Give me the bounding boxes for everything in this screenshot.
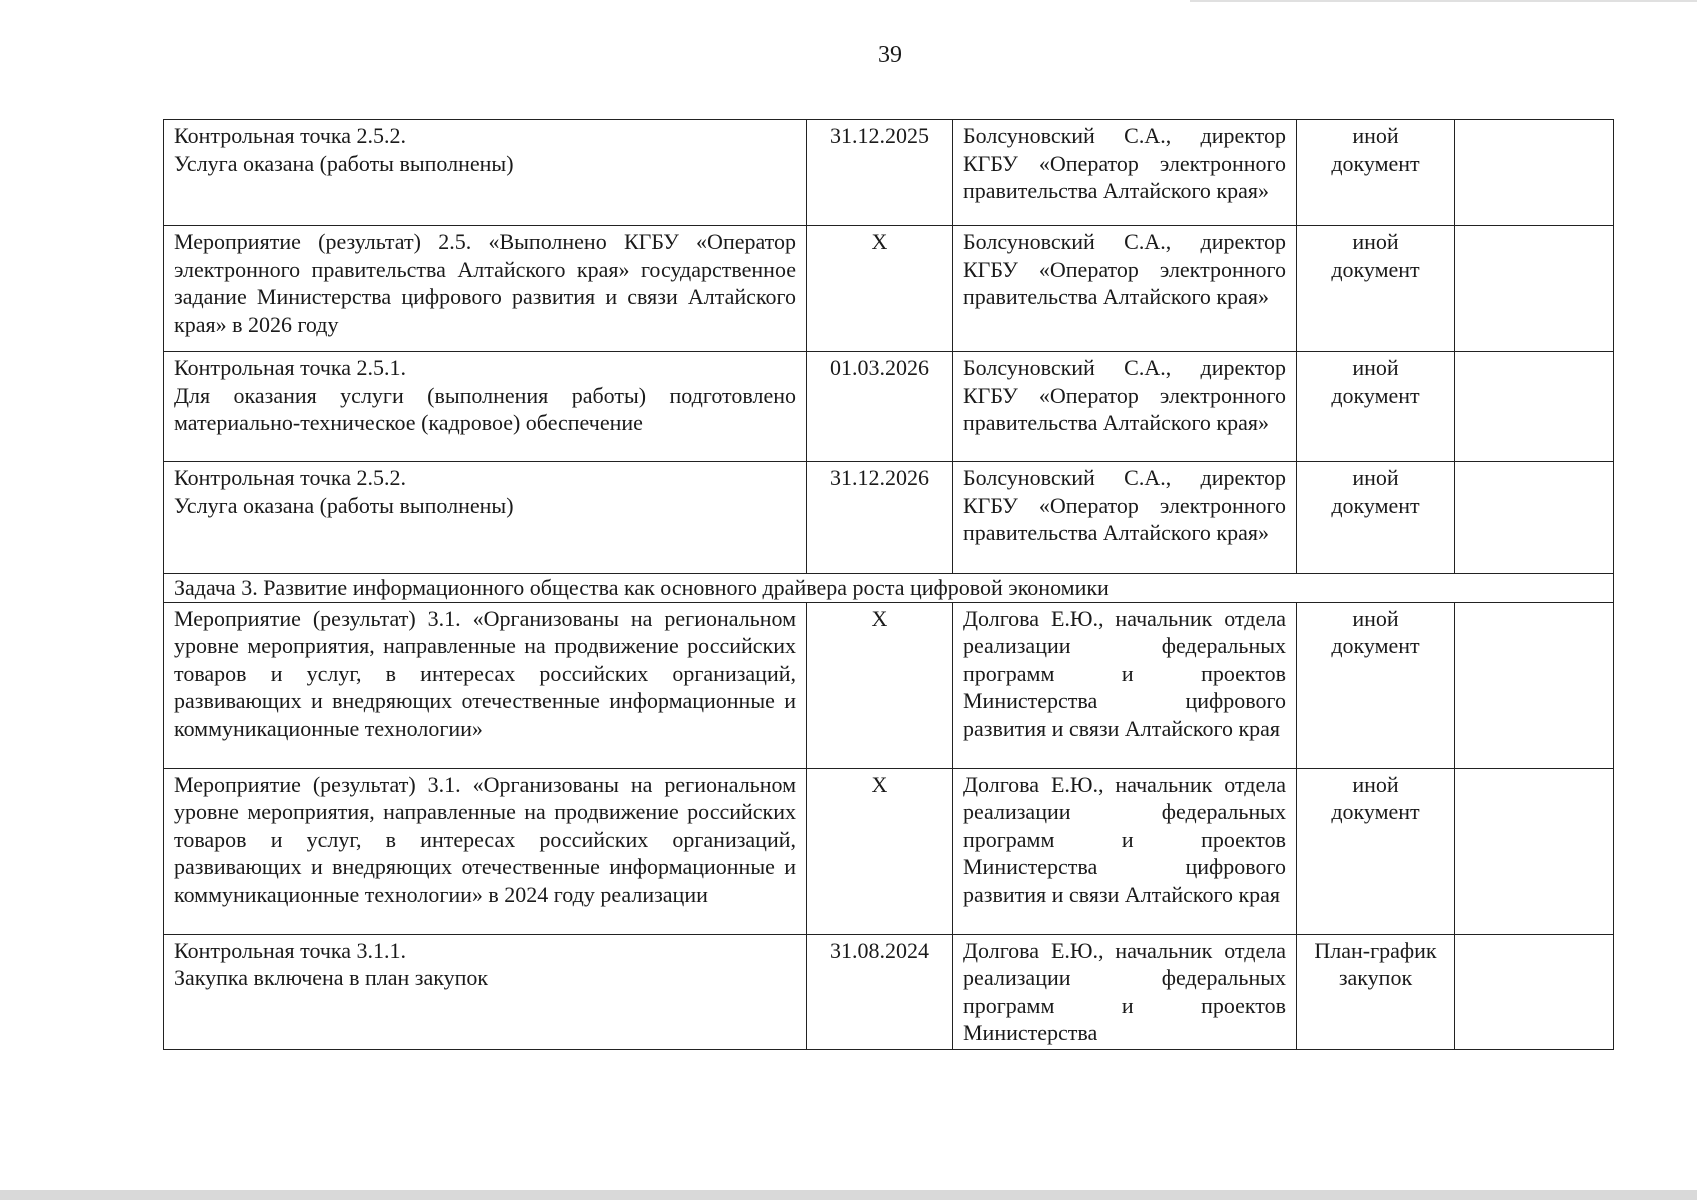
date-cell: 01.03.2026 [807,352,953,462]
task-heading: Задача 3. Развитие информационного общества как основного драйвера роста цифровой экономики [164,574,1614,603]
date-cell: 31.08.2024 [807,934,953,1049]
description-cell [164,352,807,462]
document-type-cell: иной документ [1297,602,1455,768]
description-cell [164,462,807,574]
table-row [164,352,1614,462]
note-cell [1455,602,1614,768]
date-cell: Х [807,602,953,768]
activity-text: Мероприятие (результат) 3.1. «Организованы на региональном уровне мероприятия, направленные на продвижение российских товаров и услуг, в интересах российских организаций, развивающих и внедряющих отечественные информационные и коммуникационные технологии» [174,605,796,741]
note-cell [1455,352,1614,462]
page-number: 39 [878,42,902,68]
scan-bottom-edge [0,1190,1697,1200]
control-point-label: Контрольная точка 2.5.2. [174,465,407,490]
responsible-cell: Долгова Е.Ю., начальник отдела реализации федеральных программ и проектов Министерства цифрового развития и связи Алтайского края [953,768,1297,934]
control-point-text: Для оказания услуги (выполнения работы) подготовлено материально-техническое (кадровое) обеспечение [174,382,796,435]
activity-text: Мероприятие (результат) 2.5. «Выполнено КГБУ «Оператор электронного правительства Алтайского края» государственное задание Министерства цифрового развития и связи Алтайского края» в 2026 году [174,229,796,337]
control-point-text: Услуга оказана (работы выполнены) [174,150,514,176]
responsible-cell: Болсуновский С.А., директор КГБУ «Оператор электронного правительства Алтайского края» [953,462,1297,574]
table-row [164,462,1614,574]
plan-table [163,119,1614,1050]
note-cell [1455,768,1614,934]
document-type-cell: иной документ [1297,352,1455,462]
date-cell: Х [807,226,953,352]
table-row [164,226,1614,352]
description-cell [164,768,807,934]
date-cell: 31.12.2026 [807,462,953,574]
note-cell [1455,462,1614,574]
table-row [164,120,1614,226]
activity-text: Мероприятие (результат) 3.1. «Организованы на региональном уровне мероприятия, направленные на продвижение российских товаров и услуг, в интересах российских организаций, развивающих и внедряющих отечественные информационные и коммуникационные технологии» в 2024 году реализации [174,771,796,907]
document-type-cell: иной документ [1297,120,1455,226]
responsible-cell: Болсуновский С.А., директор КГБУ «Оператор электронного правительства Алтайского края» [953,352,1297,462]
control-point-label: Контрольная точка 2.5.2. [174,123,407,148]
note-cell [1455,120,1614,226]
description-cell [164,934,807,1049]
responsible-cell: Долгова Е.Ю., начальник отдела реализации федеральных программ и проектов Министерства цифрового развития и связи Алтайского края [953,602,1297,768]
control-point-label: Контрольная точка 2.5.1. [174,355,407,380]
description-cell [164,226,807,352]
document-type-cell: План-график закупок [1297,934,1455,1049]
note-cell [1455,934,1614,1049]
task-row [164,574,1614,603]
table-row [164,602,1614,768]
document-type-cell: иной документ [1297,462,1455,574]
control-point-text: Закупка включена в план закупок [174,965,489,990]
control-point-label: Контрольная точка 3.1.1. [174,937,407,963]
document-type-cell: иной документ [1297,768,1455,934]
note-cell [1455,226,1614,352]
responsible-cell: Болсуновский С.А., директор КГБУ «Оператор электронного правительства Алтайского края» [953,120,1297,226]
date-cell: 31.12.2025 [807,120,953,226]
table-row [164,934,1614,1049]
date-cell: Х [807,768,953,934]
document-type-cell: иной документ [1297,226,1455,352]
table-row [164,768,1614,934]
description-cell [164,120,807,226]
control-point-text: Услуга оказана (работы выполнены) [174,492,514,518]
responsible-cell: Болсуновский С.А., директор КГБУ «Оператор электронного правительства Алтайского края» [953,226,1297,352]
responsible-cell: Долгова Е.Ю., начальник отдела реализации федеральных программ и проектов Министерства [953,934,1297,1049]
scan-edge-line [1190,0,1697,2]
description-cell [164,602,807,768]
